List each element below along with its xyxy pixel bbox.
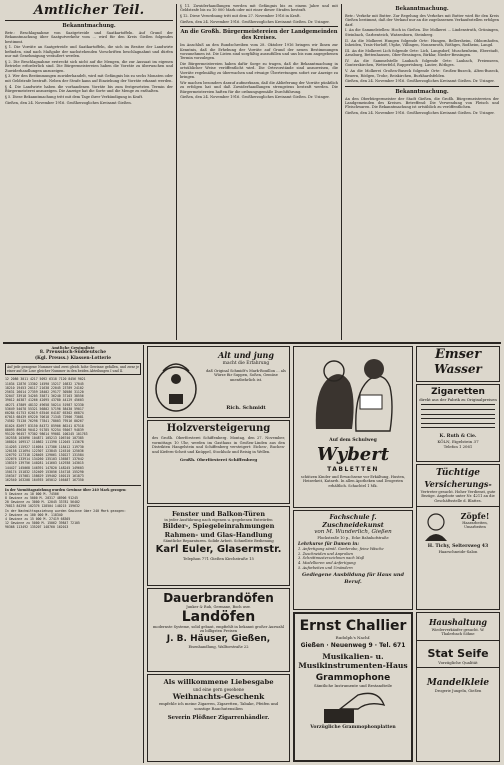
- ad-ernst-challier: [293, 612, 413, 762]
- ad-name-2: Haarschneide-Salon: [438, 549, 478, 555]
- ad-line-5: Sämtliche Reparaturen. Solide Arbeit. Schnellste Bedienung: [163, 539, 274, 543]
- lottery-row: 88093 89630 90412 91785 92254 93067 94839: [5, 427, 84, 432]
- lottery-note: Auf jede gezogene Nummer sind zwei gleich hohe Gewinne gefallen, und zwar je einer auf die Lose gleicher Nummer in den beiden Abteilungen I und II.: [5, 363, 141, 375]
- ad-subline: Vorzügliche Qualität: [438, 659, 478, 665]
- paragraph: § 11. Zuwiderhandlungen werden mit Gefängnis bis zu einem Jahre und mit Geldstrafe bis zu 10 000 Mark oder mit einer dieser Strafen bestraft.: [180, 4, 338, 13]
- paragraph: § 2. Die Beschlagnahme erstreckt sich nicht auf die Mengen, die zur Aussaat im eigenen Betriebe erforderlich sind. Die Bürgermeistereien haben die Vorräte zu überwachen und Zuwiderhandlungen anzuzeigen.: [5, 59, 173, 73]
- lottery-row: 114203 115927 116054 117386 118412 119730: [5, 444, 84, 449]
- paragraph: Gießen, den 24. November 1916. Großherzogliches Kreisamt Gießen. Dr. Usinger.: [180, 20, 330, 25]
- ad-headline-2: Landöfen: [181, 609, 256, 625]
- ad-name: Ernst Challier: [299, 618, 407, 634]
- ad-name: Karl Euler, Glasermstr.: [155, 544, 282, 555]
- ad-line-2: und eine gern gesehene: [192, 687, 245, 692]
- ad-subline: Rudolph's Nachf.: [335, 635, 371, 640]
- notice-heading: Bekanntmachung.: [395, 88, 449, 95]
- lottery-row: 2 Gewinne zu 100 000 M. 118340: [5, 512, 63, 517]
- ad-glaser-euler: [147, 506, 290, 586]
- lottery-row: 74562 75130 76298 77841 78003 79516 80267: [5, 419, 84, 424]
- lottery-row: 18210 19453 20117 21638 22045 23789 24102: [5, 385, 84, 390]
- paragraph: V. An die Molkerei Großen-Buseck folgende Orte: Großen-Buseck, Alten-Buseck, Beuern, Rödgen, Trohe, Reiskirchen, Burkhardsfelden.: [345, 69, 499, 78]
- lottery-row: 156347 157081 158629 159402 160115 161873: [5, 474, 84, 479]
- ad-brand-2: TABLETTEN: [327, 466, 379, 473]
- lottery-row: 25631 26014 27359 28402 29177 30586 31120: [5, 390, 84, 395]
- ad-subline: Haararbeiten, Umarbeiten: [462, 521, 488, 530]
- ad-subline: Junker & Ruh, Germane, Boch usw.: [186, 605, 251, 609]
- ad-course-item: 1. Anfertigung sämtl. Garderobe, feine Wäsche: [298, 547, 384, 552]
- paragraph: § 1. Die Vorräte an Saatgetreide und Saatkartoffeln, die sich im Besitze der Landwirte befinden, sind nach Maßgabe der nachstehenden Vorschriften beschlagnahmt und dürfen nur mit Genehmigung veräußert werden.: [5, 45, 173, 59]
- divider: [5, 20, 173, 21]
- lottery-row: 126792 127318 128405 129061 130227 131584: [5, 453, 84, 458]
- divider: [417, 667, 499, 668]
- paragraph: § 5. Diese Bekanntmachung tritt mit dem Tage ihrer Verkündigung in Kraft.: [5, 94, 144, 99]
- notice-column-1: [5, 4, 173, 337]
- lottery-row: 132076 133914 134260 135103 136587 137042: [5, 457, 84, 462]
- ad-line-3: Weihnachts-Geschenk: [172, 692, 265, 701]
- ad-text: schützen Kinder und Erwachsene vor Erkältung, Husten, Heiserkeit, Katarrh. In allen Apotheken und Drogerien erhältlich. Schachtel 1 Mk.: [300, 475, 406, 488]
- ad-alt-und-jung: [147, 346, 290, 418]
- paragraph: I. An die Sammelstellen: Hoch in Gießen. Die Molkerei ... Lindenstruth, Grüningen, Steinbach, Garbenteich, Watzenborn, Steinberg.: [345, 28, 499, 37]
- ad-headline-3: Zöpfe!: [460, 511, 490, 522]
- ad-headline-3: Mandelkleie: [426, 677, 490, 688]
- ad-caption: Auf dem Schulweg: [329, 438, 377, 443]
- ad-line-3: Bilder-, Spiegeleinrahmungen: [162, 522, 275, 530]
- ad-city: KÖLN, Eigelstein 37: [437, 438, 479, 444]
- lottery-row: 150174 151832 152409 153056 154718 155290: [5, 469, 84, 474]
- lottery-number-rows-2: [5, 492, 141, 530]
- ad-name: Severin Plößner Zigarrenhändler.: [167, 715, 270, 722]
- paragraph: Betr.: Beschlagnahme von Saatgetreide und Saatkartoffeln. Auf Grund der Bekanntmachung über Saatgutverkehr vom ... wird für den Kreis Gießen folgendes bestimmt.: [5, 31, 173, 44]
- ad-brand: Rich. Schmidt: [226, 405, 266, 411]
- notice-column-2: [180, 4, 338, 337]
- ad-headline: Haushaltung: [428, 617, 488, 627]
- lottery-row: 11034 12876 13302 14590 15217 16832 17045: [5, 381, 84, 386]
- ad-emser-wasser: [416, 346, 500, 382]
- ad-line-4: Sämtliche Instrumente und Bestandteile: [313, 683, 393, 688]
- ad-headline: Tüchtige: [435, 468, 481, 478]
- section-title: Amtlicher Teil.: [33, 4, 145, 18]
- ad-haushaltung-seife: [416, 612, 500, 762]
- lottery-row: 144427 145068 146391 147820 148245 149603: [5, 465, 84, 470]
- ad-line-2: in jeder Ausführung nach eigenen u. gegebenen Entwürfen: [164, 518, 273, 522]
- lottery-row: 70813 84290 102376 128504 140215 159632: [5, 504, 80, 509]
- paragraph: Betr.: Verkehr mit Butter. Zur Regelung des Verkehrs mit Butter wird für den Kreis Gießen bestimmt, daß der Verkauf nur an die zugelassenen Verkaufsstellen erfolgen darf.: [345, 14, 499, 27]
- ad-line-3: Grammophone: [315, 673, 391, 683]
- paragraph: Die Bürgermeistereien haben dafür Sorge zu tragen, daß die Bekanntmachung in ortsüblicher Weise veröffentlicht wird. Die Ortsvorstände sind anzuweisen, die Vorräte regelmäßig zu überwachen und etwaige Übertretungen sofort zur Anzeige zu bringen.: [180, 62, 338, 80]
- column-rule: [143, 345, 144, 763]
- gramophone-illustration: [318, 691, 388, 725]
- ad-text: Wiederverkäufer gesucht. W. Thalerbach Söhne: [431, 628, 485, 637]
- ad-course-item: 5. Aufarbeiten und Umändern: [298, 565, 353, 570]
- lottery-row: 81024 82697 83150 84372 85906 86241 87518: [5, 423, 84, 428]
- lottery-row: 46271 47809 48132 49658 50214 51987 52330: [5, 402, 84, 407]
- ad-brand: Emser: [434, 347, 482, 362]
- ad-text: des Großh. Oberförsterei Schiffenberg. Montag, den 27. November, vormittags 10 Uhr, werden im Gasthaus in Großen-Linden aus den Distrikten Hangelstein und Schiffenberg versteigert: Eichen-, Buchen- und Kiefern-Scheit und Knüppel, Stockholz und Reisig in Wellen.: [152, 436, 285, 454]
- column-rule: [341, 4, 342, 340]
- lottery-row: 138319 139756 140281 141603 142938 143015: [5, 461, 84, 466]
- section-divider: [3, 342, 501, 344]
- ad-wybert-tabletten: [293, 346, 413, 508]
- paragraph: § 12. Diese Verordnung tritt mit dem 27. November 1916 in Kraft.: [180, 14, 301, 19]
- ad-footer: Gediegene Ausbildung für Haus und Beruf.: [302, 572, 404, 585]
- lottery-row: 32047 33918 34205 35871 36240 37103 38556: [5, 394, 84, 399]
- ad-address: Gießen · Neuenweg 9 · Tel. 671: [300, 642, 406, 649]
- paragraph: An den Oberbürgermeister der Stadt Gießen, die Großh. Bürgermeistereien der Landgemeinden des Kreises. Betreffend: Die Verwendung von Fleisch und Fleischwaren. Die Bekanntmachung ist ortsüblich zu veröffentlichen.: [345, 96, 499, 110]
- ad-headline: Fachschule f. Zuschneidekunst: [322, 513, 384, 529]
- ad-footer: Vorzügliche Grammophonplatten: [310, 724, 396, 730]
- ad-headline: Zigaretten: [431, 387, 485, 397]
- ad-address: Telephon 771 Gießen Kirchstraße 15: [183, 556, 254, 561]
- paragraph: § 4. Die Landwirte haben die vorhandenen Vorräte bis zum festgesetzten Termin der Bürgermeisterei anzuzeigen. Die Anzeige hat die Sorte und die Menge zu enthalten.: [5, 84, 173, 93]
- lottery-row: In der Nachmittagsziehung wurden Gewinne über 240 Mark gezogen:: [5, 508, 126, 513]
- ad-subline: macht die Erfahrung: [222, 361, 270, 366]
- lottery-row: 8 Gewinne zu 5000 M. 20317 48906 91245: [5, 495, 78, 500]
- lottery-row: 12 2086 3011 4217 5092 6318 7120 8456 9021: [5, 377, 86, 382]
- ad-subline-2: Drogerie Jungeln, Gießen: [434, 688, 482, 693]
- lottery-row: 95120 96457 97302 98614 99081 100245 101763: [5, 432, 88, 437]
- ad-course-item: 3. Schnittmusterzeichnen nach Maß: [298, 556, 365, 561]
- ad-headline: Alt und jung: [218, 350, 274, 360]
- ad-phone: Telefon 1 2061: [443, 443, 473, 449]
- lottery-row: 102538 103096 104871 105213 106740 107385: [5, 436, 84, 441]
- ad-line-4: Rahmen- und Glas-Handlung: [164, 530, 273, 539]
- ad-headline: Holzversteigerung: [166, 423, 271, 434]
- ad-course-item: 4. Modellieren und Anfertigung: [298, 560, 356, 565]
- paragraph: Gießen, den 24. November 1916. Großherzogliches Kreisamt Gießen.: [5, 100, 132, 105]
- price-table: [421, 404, 495, 432]
- lottery-row: 120158 121694 122307 123845 124510 125036: [5, 448, 84, 453]
- lottery-row: 60284 61753 62019 63546 64187 65302 66874: [5, 411, 84, 416]
- ad-name: von M. Wunderlich, Gießen: [314, 529, 392, 536]
- ad-line-2: Musikinstrumenten-Haus: [298, 661, 408, 670]
- ad-line-1: Fenster und Balkon-Türen: [172, 510, 265, 518]
- lottery-list: [5, 346, 141, 762]
- divider: [180, 26, 338, 27]
- ad-signature: Großh. Oberförsterei Schiffenberg: [179, 457, 258, 462]
- lottery-row: 20 Gewinne zu 3000 M. 12045 33781 56402: [5, 500, 80, 505]
- lottery-title-2: (Kgl. Preuss.) Klassen-Lotterie: [34, 355, 112, 361]
- ad-address: Plockstraße 10 p., Ecke Bahnhofstraße: [317, 536, 389, 541]
- ad-headline-2: Versicherungs-: [424, 479, 492, 489]
- lottery-title: 8. Preussisch-Süddeutsche: [39, 350, 107, 356]
- lottery-row: 4 Gewinne zu 15 000 M. 27419 68305: [5, 516, 71, 521]
- ad-line-1: Musikalien- u.: [322, 652, 384, 661]
- ad-text: daß Original Schmidt's Mark-Bouillon ... als Würze für Suppen, Soßen, Gemüse unentbehrlich ist.: [206, 369, 286, 382]
- ad-brand: Wybert: [316, 444, 390, 465]
- lottery-header: Amtliche Gewinnliste: [51, 346, 95, 350]
- ad-versicherung-zoepfe: [416, 464, 500, 610]
- column-rule: [176, 4, 177, 340]
- kettle-illustration: [151, 349, 201, 417]
- paragraph: § 3. Wer den Bestimmungen zuwiderhandelt, wird mit Gefängnis bis zu sechs Monaten oder mit Geldstrafe bestraft. Neben der Strafe kann auf Einziehung der Vorräte erkannt werden.: [5, 74, 173, 83]
- lottery-section-2: In der Vormittagsziehung wurden Gewinne über 240 Mark gezogen:: [5, 487, 127, 492]
- paragraph: II. An die Molkerei Hungen folgende Orte: Hungen, Bellersheim, Obbornhofen, Inheiden, Trais-Horloff, Utphe, Villingen, Nonnenroth, Röthges, Rodheim, Langd.: [345, 38, 499, 47]
- divider: [345, 86, 499, 87]
- paragraph: Wir machen besonders darauf aufmerksam, daß die Ablieferung der Vorräte pünktlich zu erfolgen hat und daß Zuwiderhandlungen strengstens bestraft werden. Die Bürgermeistereien haften für die ordnungsgemäße Durchführung.: [180, 80, 338, 94]
- ad-fachschule-zuschneidekunst: [293, 510, 413, 610]
- ad-firm: K. Ruth & Cie.: [439, 433, 477, 439]
- paragraph: Gießen, den 24. November 1916. Großherzogliches Kreisamt Gießen. Dr. Usinger.: [345, 79, 495, 84]
- paragraph: Im Anschluß an den Rundschreiben vom 28. Oktober 1916 bringen wir Ihnen zur Kenntnis, daß die Erhebung der Vorräte auf Grund der neuen Bestimmungen vorzunehmen ist. Die Listen sind sorgfältig auszufüllen und uns bis zum angegebenen Termin vorzulegen.: [180, 43, 338, 61]
- notice-heading: Bekanntmachung.: [62, 23, 116, 29]
- notice-heading: Bekanntmachung.: [395, 6, 449, 12]
- lottery-row: 5 Gewinne zu 10 000 M. 74506: [5, 491, 59, 496]
- ad-headline: Dauerbrandöfen: [163, 591, 274, 605]
- ad-text: Vertreter gesucht. Hoher Verdienst, gute Bezüge. Angebote unter Nr. 4211 an die Geschäftsstelle d. Blattes.: [420, 490, 496, 503]
- ad-name: H. Tichy, Seltersweg 43: [427, 544, 489, 550]
- paragraph: Gießen, den 24. November 1916. Großherzogliches Kreisamt Gießen. Dr. Usinger.: [180, 95, 330, 100]
- children-illustration: [296, 349, 412, 437]
- ad-name: J. B. Häuser, Gießen,: [166, 633, 271, 644]
- portrait-illustration: [421, 511, 451, 541]
- lottery-row: 90368 113492 135207 148760 162013: [5, 525, 69, 530]
- ad-dauerbrandoefen: [147, 588, 290, 672]
- paragraph: IV. An die Sammelstelle Laubach folgende Orte: Laubach, Freienseen, Gonterskirchen, Wetterfeld, Ruppertsburg, Lauter, Röthges.: [345, 59, 499, 68]
- ad-line-1: Als willkommene Liebesgabe: [163, 678, 274, 686]
- lottery-row: 53649 54078 55321 56802 57196 58430 59017: [5, 406, 84, 411]
- divider: [417, 640, 499, 641]
- ad-zigaretten-ruth: [416, 384, 500, 462]
- paragraph: III. An die Molkerei Lich folgende Orte: Lich, Langsdorf, Muschenheim, Eberstadt, Arnsburg, Bettenhausen, Ober-Bessingen, Birklar, Nieder-Bessingen.: [345, 48, 499, 58]
- ad-subline: direkt aus der Fabrik zu Originalpreisen: [419, 397, 497, 402]
- notice-heading: An die Großh. Bürgermeistereien der Landgemeinden des Kreises.: [180, 29, 338, 42]
- ad-text: empfehle ich meine Zigarren, Zigaretten, Tabake, Pfeifen und sonstige Rauchutensilien: [158, 701, 279, 711]
- paragraph: Gießen, den 24. November 1916. Großherzogliches Kreisamt Gießen. Dr. Usinger.: [345, 111, 495, 116]
- ad-headline-2: Stat Seife: [427, 646, 489, 660]
- lottery-row: 12 Gewinne zu 5000 M. 15062 39847 72105: [5, 521, 80, 526]
- lottery-row: 39012 40387 41266 42095 43780 44129 45603: [5, 398, 84, 403]
- ad-text: modernste Systeme, solid gebaut, empfiehlt in bekannt großer Auswahl zu billigsten Preisen: [153, 625, 284, 634]
- ad-holzversteigerung: [147, 420, 290, 504]
- divider: [5, 485, 141, 486]
- notice-column-3: [345, 4, 499, 337]
- divider: [417, 506, 499, 507]
- ad-weihnachts-zigarren: [147, 674, 290, 762]
- ad-course-item: 2. Zuschneiden und Anproben: [298, 551, 353, 556]
- lottery-row: 108024 109517 110862 111390 112045 113678: [5, 440, 84, 445]
- ad-courses-label: Lehrkurse für Damen in:: [298, 542, 359, 548]
- lottery-number-rows: [5, 377, 141, 482]
- ad-address: Eisenhandlung, Walltorstraße 22: [188, 644, 249, 649]
- lottery-row: 162540 163208 164935 165012 166487 167350: [5, 478, 84, 483]
- lottery-row: 67015 68439 69220 70618 71345 72906 73081: [5, 415, 84, 420]
- ad-brand-2: Wasser: [434, 362, 482, 376]
